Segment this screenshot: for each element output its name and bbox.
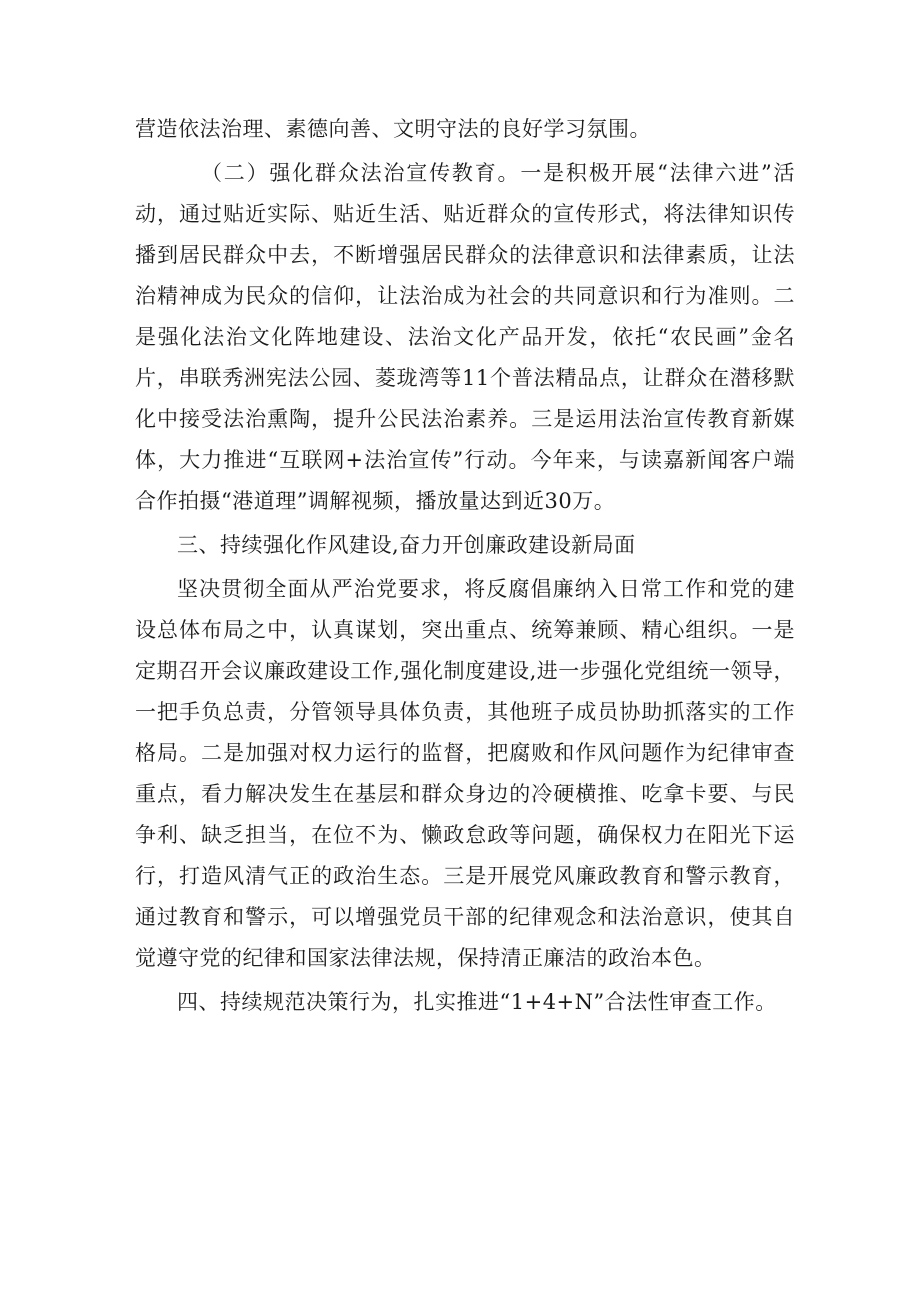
text-line: 坚决贯彻全面从严治党要求，将反腐倡廉纳入日常工作和党的建	[177, 577, 795, 601]
text-line: 争利、缺乏担当，在位不为、懒政怠政等问题，确保权力在阳光下运	[135, 823, 795, 847]
text-line: 觉遵守党的纪律和国家法律法规，保持清正廉洁的政治本色。	[135, 946, 716, 970]
section-heading: 三、持续强化作风建设,奋力开创廉政建设新局面	[177, 533, 636, 557]
paragraph-integrity-building	[135, 569, 795, 979]
text-line: 通过教育和警示，可以增强党员干部的纪律观念和法治意识，使其自	[135, 905, 795, 929]
text-line: 行，打造风清气正的政治生态。三是开展党风廉政教育和警示教育，	[135, 864, 795, 888]
text-line: 合作拍摄“港道理”调解视频，播放量达到近30万。	[135, 489, 616, 513]
text-line: 一把手负总责，分管领导具体负责，其他班子成员协助抓落实的工作	[135, 700, 795, 724]
text-line: 营造依法治理、素德向善、文明守法的良好学习氛围。	[135, 117, 651, 141]
text-line: 设总体布局之中，认真谋划，突出重点、统筹兼顾、精心组织。一是	[135, 618, 795, 642]
text-line: 定期召开会议廉政建设工作,强化制度建设,进一步强化党组统一领导，	[135, 659, 795, 683]
text-line: 治精神成为民众的信仰，让法治成为社会的共同意识和行为准则。二	[135, 284, 795, 308]
document-body	[135, 109, 795, 1023]
text-line: 是强化法治文化阵地建设、法治文化产品开发，依托“农民画”金名	[135, 325, 795, 349]
text-line: 重点，看力解决发生在基层和群众身边的冷硬横推、吃拿卡要、与民	[135, 782, 795, 806]
section-heading: 四、持续规范决策行为，扎实推进“1+4+N”合法性审查工作。	[177, 990, 777, 1014]
paragraph-legal-publicity	[135, 153, 795, 522]
text-line: （二）强化群众法治宣传教育。一是积极开展“法律六进”活	[201, 161, 795, 185]
text-line: 片，串联秀洲宪法公园、菱珑湾等11个普法精品点，让群众在潜移默	[135, 366, 795, 390]
text-line: 体，大力推进“互联网+法治宣传”行动。今年来，与读嘉新闻客户端	[135, 448, 795, 472]
paragraph-continuation	[135, 109, 795, 150]
text-line: 化中接受法治熏陶，提升公民法治素养。三是运用法治宣传教育新媒	[135, 407, 795, 431]
text-line: 播到居民群众中去，不断增强居民群众的法律意识和法律素质，让法	[135, 243, 795, 267]
text-line: 格局。二是加强对权力运行的监督，把腐败和作风问题作为纪律审查	[135, 741, 795, 765]
text-line: 动，通过贴近实际、贴近生活、贴近群众的宣传形式，将法律知识传	[135, 202, 795, 226]
